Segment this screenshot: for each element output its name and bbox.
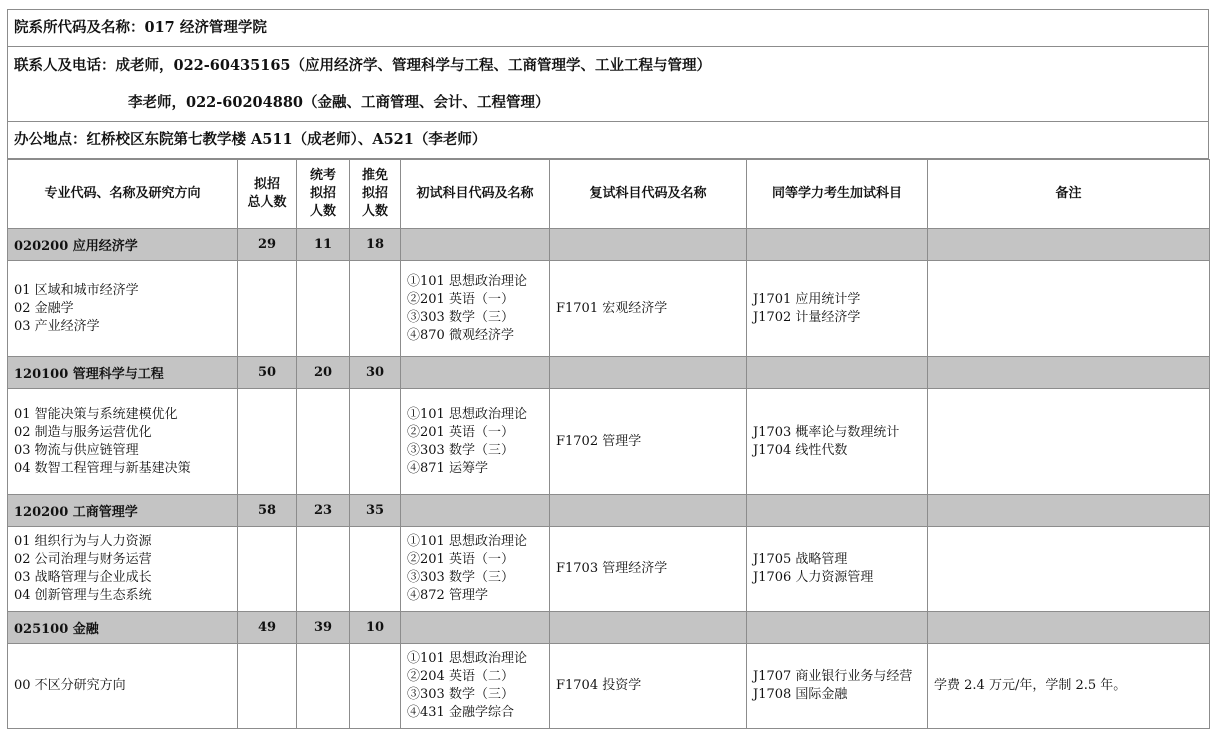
research-directions: 00 不区分研究方向	[8, 644, 238, 729]
retest-subject: F1702 管理学	[550, 389, 747, 495]
exam-count: 39	[297, 612, 350, 644]
research-directions: 01 组织行为与人力资源 02 公司治理与财务运营 03 战略管理与企业成长 04 创新管理与生态系统	[8, 527, 238, 612]
exam-count: 20	[297, 357, 350, 389]
office-location: 办公地点：红桥校区东院第七教学楼 A511（成老师）、A521（李老师）	[8, 122, 1208, 159]
department-info	[7, 9, 1209, 159]
retest-subject: F1704 投资学	[550, 644, 747, 729]
detail-row	[8, 527, 1210, 612]
research-directions: 01 智能决策与系统建模优化 02 制造与服务运营优化 03 物流与供应链管理 04 数智工程管理与新基建决策	[8, 389, 238, 495]
major-name: 120100 管理科学与工程	[8, 357, 238, 389]
col-header-notes: 备注	[928, 160, 1210, 229]
major-row	[8, 357, 1210, 389]
notes: 学费 2.4 万元/年，学制 2.5 年。	[928, 644, 1210, 729]
department-name: 院系所代码及名称：017 经济管理学院	[8, 10, 1208, 47]
notes	[928, 389, 1210, 495]
col-header-total: 拟招 总人数	[238, 160, 297, 229]
major-name: 020200 应用经济学	[8, 229, 238, 261]
initial-exam-subjects: ①101 思想政治理论 ②201 英语（一） ③303 数学（三） ④871 运筹学	[401, 389, 550, 495]
total-count: 50	[238, 357, 297, 389]
exempt-count: 10	[350, 612, 401, 644]
major-name: 120200 工商管理学	[8, 495, 238, 527]
major-row	[8, 612, 1210, 644]
total-count: 58	[238, 495, 297, 527]
extra-subjects: J1707 商业银行业务与经营 J1708 国际金融	[747, 644, 928, 729]
initial-exam-subjects: ①101 思想政治理论 ②201 英语（一） ③303 数学（三） ④870 微观经济学	[401, 261, 550, 357]
program-table	[7, 159, 1210, 729]
col-header-major: 专业代码、名称及研究方向	[8, 160, 238, 229]
research-directions: 01 区域和城市经济学 02 金融学 03 产业经济学	[8, 261, 238, 357]
contact-line-1: 联系人及电话：成老师，022-60435165（应用经济学、管理科学与工程、工商管理学、工业工程与管理）	[14, 57, 711, 74]
extra-subjects: J1703 概率论与数理统计 J1704 线性代数	[747, 389, 928, 495]
exam-count: 23	[297, 495, 350, 527]
major-row	[8, 495, 1210, 527]
retest-subject: F1703 管理经济学	[550, 527, 747, 612]
extra-subjects: J1701 应用统计学 J1702 计量经济学	[747, 261, 928, 357]
notes	[928, 261, 1210, 357]
exempt-count: 18	[350, 229, 401, 261]
major-row	[8, 229, 1210, 261]
total-count: 29	[238, 229, 297, 261]
col-header-extra: 同等学力考生加试科目	[747, 160, 928, 229]
exam-count: 11	[297, 229, 350, 261]
exempt-count: 35	[350, 495, 401, 527]
extra-subjects: J1705 战略管理 J1706 人力资源管理	[747, 527, 928, 612]
admissions-catalog	[7, 9, 1209, 729]
col-header-initial: 初试科目代码及名称	[401, 160, 550, 229]
initial-exam-subjects: ①101 思想政治理论 ②201 英语（一） ③303 数学（三） ④872 管理学	[401, 527, 550, 612]
col-header-retest: 复试科目代码及名称	[550, 160, 747, 229]
major-name: 025100 金融	[8, 612, 238, 644]
retest-subject: F1701 宏观经济学	[550, 261, 747, 357]
col-header-exempt: 推免 拟招 人数	[350, 160, 401, 229]
initial-exam-subjects: ①101 思想政治理论 ②204 英语（二） ③303 数学（三） ④431 金融学综合	[401, 644, 550, 729]
total-count: 49	[238, 612, 297, 644]
exempt-count: 30	[350, 357, 401, 389]
notes	[928, 527, 1210, 612]
detail-row	[8, 389, 1210, 495]
table-header-row	[8, 160, 1210, 229]
contact-line-2: 李老师，022-60204880（金融、工商管理、会计、工程管理）	[8, 84, 1208, 122]
col-header-exam: 统考 拟招 人数	[297, 160, 350, 229]
detail-row	[8, 644, 1210, 729]
detail-row	[8, 261, 1210, 357]
